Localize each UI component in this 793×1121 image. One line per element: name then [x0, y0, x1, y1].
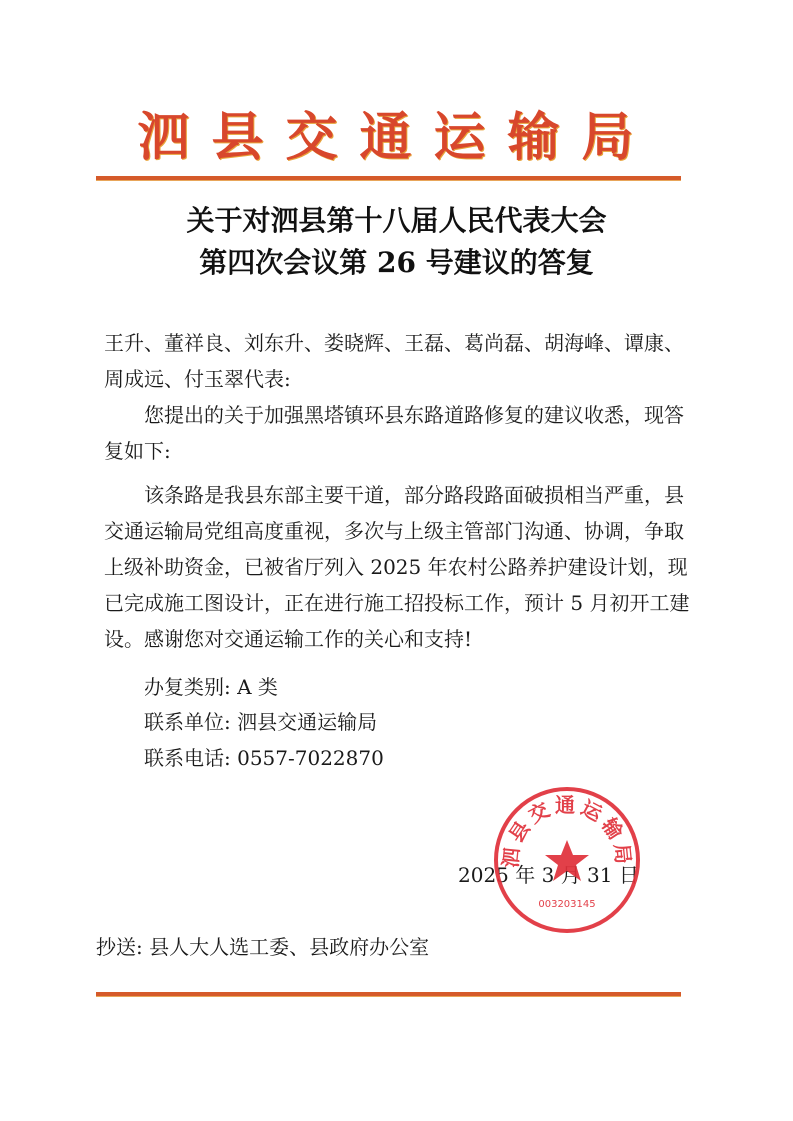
footer-divider [96, 992, 681, 997]
contact-phone: 联系电话: 0557-7022870 [144, 746, 384, 770]
paragraph-response: 该条路是我县东部主要干道，部分路段路面破损相当严重，县交通运输局党组高度重视，多次与上级主管部门沟通、协调，争取上级补助资金，已被省厅列入 2025 年农村公路养护建设计划，现已完成施工图设计，正在进行施工招投标工作，预计 5 月初开工建设。感谢您对交通运输工作的关心和支持! [104, 483, 690, 651]
seal-star-icon [545, 840, 589, 881]
paragraph-intro: 您提出的关于加强黑塔镇环县东路道路修复的建议收悉，现答复如下: [104, 403, 684, 463]
document-title-line-1: 关于对泗县第十八届人民代表大会 [186, 204, 607, 237]
contact-unit: 联系单位: 泗县交通运输局 [144, 710, 378, 734]
seal-number: 003203145 [538, 899, 596, 910]
letterhead-divider [96, 176, 681, 181]
handling-category: 办复类别: A 类 [144, 675, 278, 699]
addressee: 王升、董祥良、刘东升、娄晓辉、王磊、葛尚磊、胡海峰、谭康、周成远、付玉翠代表: [104, 331, 684, 391]
official-seal [492, 785, 642, 935]
seal-org-text: 泗县交通运输局 [498, 793, 636, 869]
letterhead-title: 泗县交通运输局 [137, 107, 656, 168]
document-title-line-2: 第四次会议第 26 号建议的答复 [199, 246, 594, 279]
document-date: 2025 年 3 月 31 日 [458, 863, 639, 887]
carbon-copy: 抄送: 县人大人选工委、县政府办公室 [96, 935, 430, 959]
